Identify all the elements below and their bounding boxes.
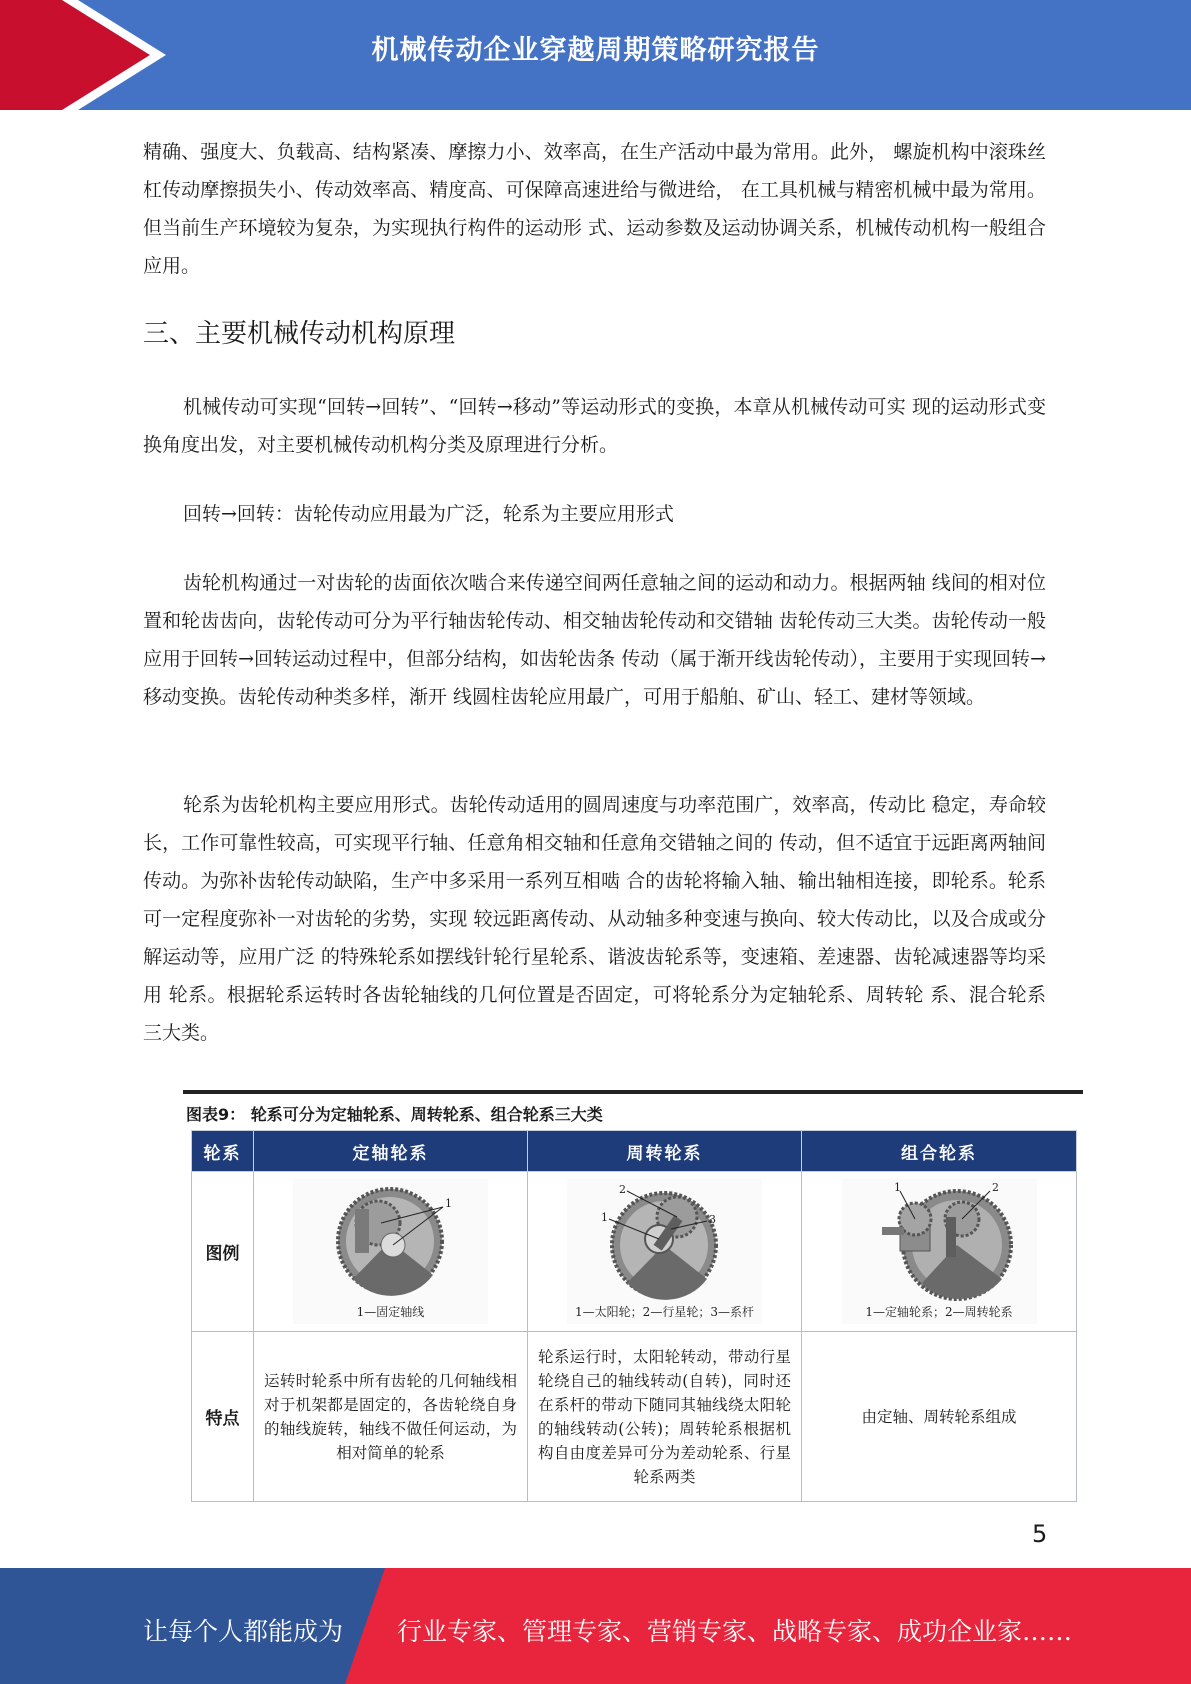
cell-compound-features — [802, 1332, 1077, 1502]
fixed-axis-gear-image — [293, 1179, 488, 1324]
subheading-paragraph: 回转→回转：齿轮传动应用最为广泛，轮系为主要应用形式 — [183, 503, 674, 525]
gear-train-table — [191, 1130, 1077, 1502]
paragraph-3-block — [143, 564, 1046, 716]
table-header-cell: 周转轮系 — [528, 1131, 802, 1172]
table-header-cell: 组合轮系 — [802, 1131, 1077, 1172]
cell-epicyclic-features — [528, 1332, 802, 1502]
paragraph-2-block — [143, 495, 1046, 533]
marker-label: 3 — [709, 1213, 716, 1226]
paragraph-1-block — [143, 388, 1046, 464]
row-label-features: 特点 — [192, 1332, 254, 1502]
row-label-illustration: 图例 — [192, 1172, 254, 1332]
epicyclic-gear-image — [567, 1179, 762, 1324]
table-row-features — [192, 1332, 1077, 1502]
paragraph-4: 轮系为齿轮机构主要应用形式。齿轮传动适用的圆周速度与功率范围广，效率高，传动比 稳定，寿命较长，工作可靠性较高，可实现平行轴、任意角相交轴和任意角交错轴之间的 传动，但不适宜于远距离两轴间传动。为弥补齿轮传动缺陷，生产中多采用一系列互相啮 合的齿轮将输入轴、输出轴相连接，即轮系。轮系可一定程度弥补一对齿轮的劣势，实现 较远距离传动、从动轴多种变速与换向、较大传动比，以及合成或分解运动等，应用广泛 的特殊轮系如摆线针轮行星轮系、谐波齿轮系等，变速箱、差速器、齿轮减速器等均采用 轮系。根据轮系运转时各齿轮轴线的几何位置是否固定，可将轮系分为定轴轮系、周转轮 系、混合轮系三大类。 — [143, 794, 1046, 1044]
feature-text-epicyclic: 轮系运行时，太阳轮转动，带动行星轮绕自己的轴线转动(自转)，同时还在系杆的带动下随同其轴线绕太阳轮的轴线转动(公转)；周转轮系根据机构自由度差异可分为差动轮系、行星轮系两类 — [538, 1347, 791, 1486]
cell-fixed-axis-image — [254, 1172, 528, 1332]
image-caption-epicyclic: 1—太阳轮；2—行星轮；3—系杆 — [575, 1305, 754, 1319]
page-footer — [0, 1568, 1191, 1684]
table-row-illustration — [192, 1172, 1077, 1332]
section-title: 三、主要机械传动机构原理 — [143, 319, 456, 349]
marker-label: 2 — [619, 1183, 626, 1196]
marker-label: 1 — [445, 1197, 452, 1210]
feature-text-compound: 由定轴、周转轮系组成 — [861, 1407, 1017, 1426]
image-caption-fixed: 1—固定轴线 — [356, 1305, 425, 1319]
footer-slogan-right: 行业专家、管理专家、营销专家、战略专家、成功企业家…… — [397, 1617, 1073, 1646]
page-header — [0, 0, 1191, 110]
paragraph-4-block — [143, 786, 1046, 1052]
table-header-cell: 轮系 — [192, 1131, 254, 1172]
intro-paragraph: 精确、强度大、负载高、结构紧凑、摩擦力小、效率高，在生产活动中最为常用。此外， 螺旋机构中滚珠丝杠传动摩擦损失小、传动效率高、精度高、可保障高速进给与微进给， 在工具机械与精密机械中最为常用。但当前生产环境较为复杂，为实现执行构件的运动形 式、运动参数及运动协调关系，机械传动机构一般组合应用。 — [143, 141, 1046, 277]
figure-top-rule — [183, 1090, 1083, 1094]
marker-label: 1 — [601, 1211, 608, 1224]
cell-fixed-axis-features — [254, 1332, 528, 1502]
figure-caption: 图表9： 轮系可分为定轴轮系、周转轮系、组合轮系三大类 — [186, 1105, 603, 1124]
image-caption-compound: 1—定轴轮系；2—周转轮系 — [865, 1305, 1013, 1319]
footer-slogan-left: 让每个人都能成为 — [143, 1617, 344, 1646]
table-header-row — [192, 1131, 1077, 1172]
page-number: 5 — [1032, 1520, 1048, 1548]
cell-compound-image — [802, 1172, 1077, 1332]
header-title: 机械传动企业穿越周期策略研究报告 — [371, 35, 820, 66]
marker-label: 1 — [893, 1181, 901, 1194]
intro-paragraph-block — [143, 133, 1046, 285]
compound-gear-image — [842, 1179, 1037, 1324]
figure-gear-train-table — [183, 1090, 1083, 1500]
cell-epicyclic-image — [528, 1172, 802, 1332]
paragraph-3: 齿轮机构通过一对齿轮的齿面依次啮合来传递空间两任意轴之间的运动和动力。根据两轴 线间的相对位置和轮齿齿向，齿轮传动可分为平行轴齿轮传动、相交轴齿轮传动和交错轴 齿轮传动三大类。齿轮传动一般应用于回转→回转运动过程中，但部分结构，如齿轮齿条 传动（属于渐开线齿轮传动），主要用于实现回转→移动变换。齿轮传动种类多样，渐开 线圆柱齿轮应用最广，可用于船舶、矿山、轻工、建材等领域。 — [143, 572, 1046, 708]
paragraph-1: 机械传动可实现“回转→回转”、“回转→移动”等运动形式的变换，本章从机械传动可实 现的运动形式变换角度出发，对主要机械传动机构分类及原理进行分析。 — [143, 396, 1046, 456]
feature-text-fixed: 运转时轮系中所有齿轮的几何轴线相对于机架都是固定的，各齿轮绕自身的轴线旋转，轴线不做任何运动，为相对简单的轮系 — [264, 1371, 517, 1462]
marker-label: 2 — [991, 1181, 999, 1194]
table-header-cell: 定轴轮系 — [254, 1131, 528, 1172]
